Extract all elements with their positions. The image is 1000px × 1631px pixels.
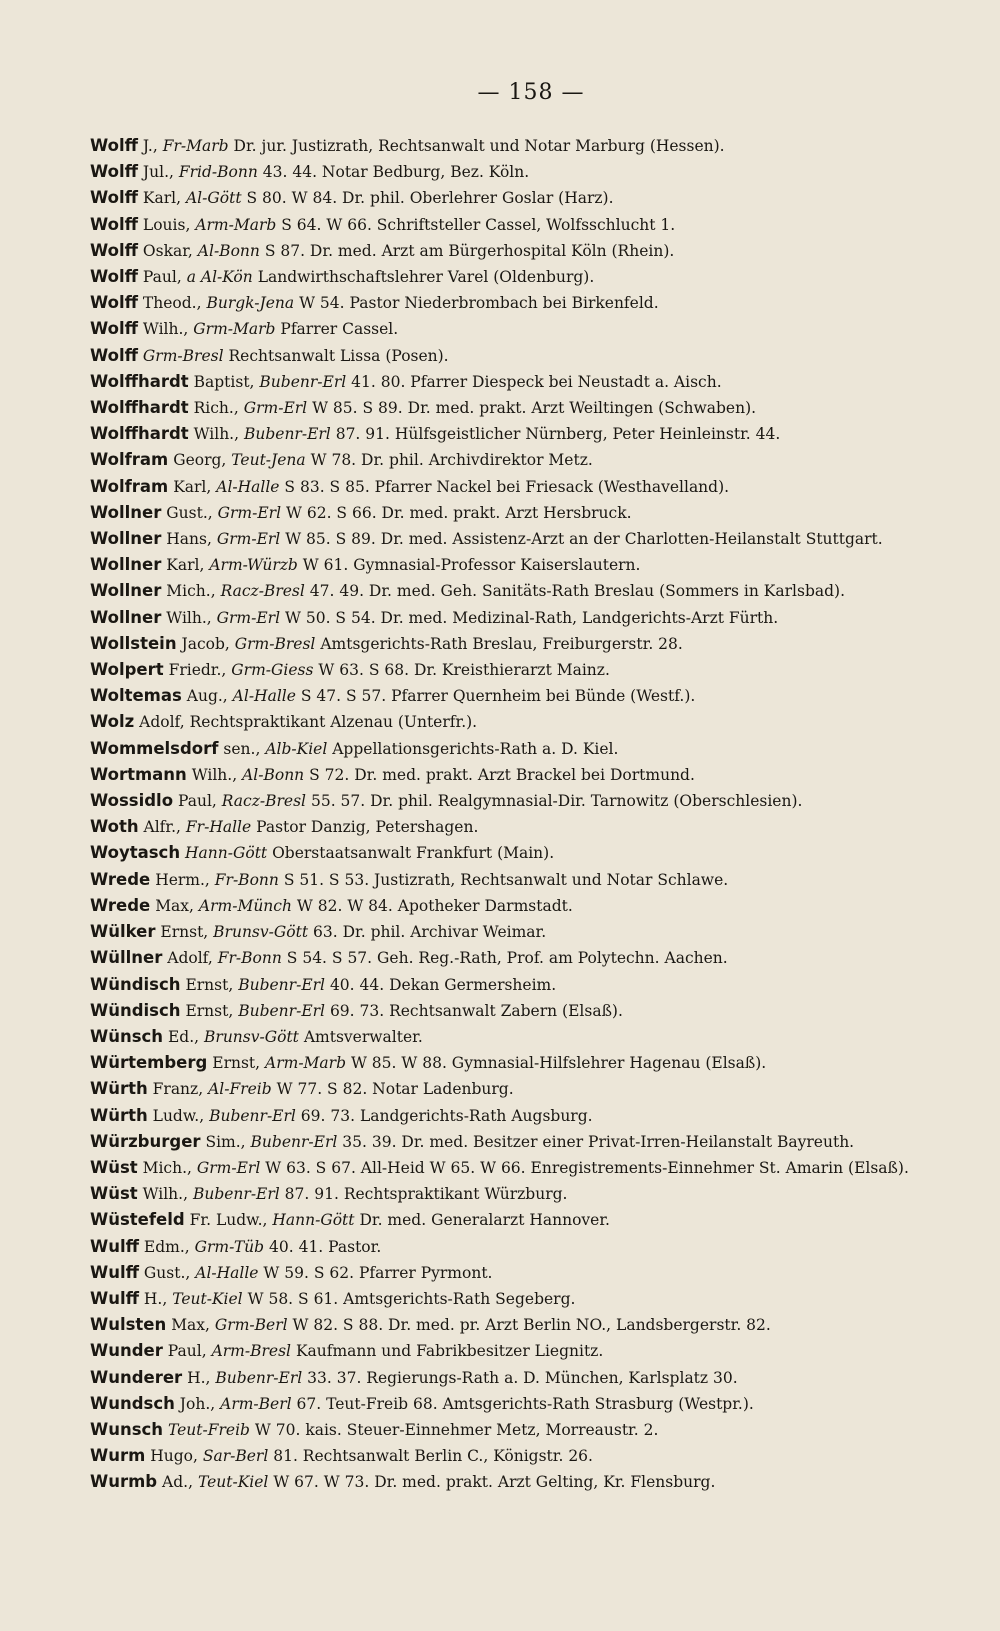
entry-details: W 63. S 67. All-Heid W 65. W 66. Enregistrements-Einnehmer St. Amarin (Elsaß). [265, 1158, 909, 1177]
directory-entry [90, 264, 952, 290]
directory-entry [90, 1260, 952, 1286]
entry-details: W 78. Dr. phil. Archivdirektor Metz. [310, 451, 593, 470]
page-number: — 158 — [477, 80, 585, 105]
directory-entry [90, 578, 952, 604]
entry-given-name: Alfr., [143, 818, 181, 837]
entry-surname: Wurmb [90, 1472, 158, 1492]
entry-given-name: Friedr., [168, 661, 227, 680]
entry-given-name: Franz, [152, 1080, 204, 1099]
entry-surname: Wolff [90, 267, 138, 287]
entry-details: S 64. W 66. Schriftsteller Cassel, Wolfsschlucht 1. [281, 215, 676, 234]
entry-surname: Wolffhardt [90, 424, 189, 444]
entry-surname: Wolff [90, 162, 138, 182]
entry-association: Teut-Freib [167, 1420, 250, 1439]
entry-association: Grm-Erl [196, 1158, 261, 1177]
directory-entry [90, 972, 952, 998]
directory-entry [90, 395, 952, 421]
entry-surname: Wunderer [90, 1367, 183, 1387]
entry-details: 47. 49. Dr. med. Geh. Sanitäts-Rath Breslau (Sommers in Karlsbad). [309, 582, 845, 601]
entry-association: Al-Gött [185, 189, 242, 208]
entry-association: Alb-Kiel [265, 739, 328, 758]
entry-given-name: Max, [171, 1316, 210, 1335]
entry-details: S 47. S 57. Pfarrer Quernheim bei Bünde (Westf.). [300, 687, 696, 706]
entry-given-name: Louis, [142, 215, 191, 234]
entry-association: Hann-Gött [185, 844, 268, 863]
directory-entry [90, 1338, 952, 1364]
entry-surname: Wolff [90, 345, 138, 365]
entry-details: 63. Dr. phil. Archivar Weimar. [313, 923, 547, 942]
entry-surname: Woth [90, 817, 139, 837]
entry-details: W 50. S 54. Dr. med. Medizinal-Rath, Landgerichts-Arzt Fürth. [285, 608, 779, 627]
entry-association: Fr-Bonn [214, 870, 279, 889]
entry-given-name: Ernst, [185, 1001, 234, 1020]
entry-association: Bubenr-Erl [238, 1001, 325, 1020]
entry-surname: Wunder [90, 1341, 163, 1361]
entry-details: Kaufmann und Fabrikbesitzer Liegnitz. [295, 1342, 604, 1361]
entry-details: 35. 39. Dr. med. Besitzer einer Privat-Irren-Heilanstalt Bayreuth. [342, 1132, 855, 1151]
entry-details: 40. 41. Pastor. [269, 1237, 382, 1256]
entry-given-name: Wilh., [191, 765, 238, 784]
entry-surname: Wollner [90, 555, 162, 575]
entry-given-name: Max, [155, 896, 194, 915]
entry-given-name: Paul, [167, 1342, 207, 1361]
entry-association: Arm-Marb [195, 215, 277, 234]
entry-given-name: H., [143, 1289, 168, 1308]
directory-entry [90, 552, 952, 578]
entry-details: 43. 44. Notar Bedburg, Bez. Köln. [262, 163, 530, 182]
directory-entry [90, 159, 952, 185]
entry-given-name: Sim., [205, 1132, 246, 1151]
entry-details: Rechtsanwalt Lissa (Posen). [228, 346, 449, 365]
entry-details: 87. 91. Hülfsgeistlicher Nürnberg, Peter Heinleinstr. 44. [335, 425, 781, 444]
directory-entry [90, 500, 952, 526]
entry-details: 69. 73. Rechtsanwalt Zabern (Elsaß). [329, 1001, 623, 1020]
entry-association: Al-Freib [208, 1080, 272, 1099]
entry-association: Al-Halle [216, 477, 280, 496]
entry-given-name: Jacob, [181, 634, 230, 653]
entry-details: 67. Teut-Freib 68. Amtsgerichts-Rath Strasburg (Westpr.). [296, 1394, 754, 1413]
directory-entry [90, 657, 952, 683]
entry-details: Pfarrer Cassel. [280, 320, 399, 339]
entry-association: Brunsv-Gött [213, 923, 309, 942]
entry-details: Appellationsgerichts-Rath a. D. Kiel. [332, 739, 619, 758]
directory-entry [90, 1391, 952, 1417]
entry-association: Sar-Berl [202, 1447, 269, 1466]
entry-association: Grm-Erl [216, 608, 281, 627]
entry-given-name: Rich., [193, 399, 239, 418]
entry-association: Bubenr-Erl [215, 1368, 303, 1387]
entry-details: 33. 37. Regierungs-Rath a. D. München, Karlsplatz 30. [307, 1368, 738, 1387]
entry-surname: Wulff [90, 1262, 139, 1282]
entry-given-name: Hans, [166, 530, 212, 549]
entry-association: Racz-Bresl [220, 582, 305, 601]
entry-surname: Wündisch [90, 974, 181, 994]
entry-given-name: Ernst, [160, 923, 209, 942]
entry-association: Grm-Erl [216, 530, 281, 549]
entry-association: Arm-Bresl [211, 1342, 291, 1361]
entry-surname: Wolfram [90, 450, 169, 470]
entry-given-name: Paul, [142, 268, 182, 287]
entry-surname: Wossidlo [90, 791, 174, 811]
directory-entry [90, 1050, 952, 1076]
entry-given-name: Jul., [142, 163, 174, 182]
entry-given-name: Paul, [178, 792, 217, 811]
entry-given-name: Joh., [179, 1394, 216, 1413]
directory-entry [90, 238, 952, 264]
entry-surname: Wollner [90, 529, 162, 549]
directory-entry [90, 133, 952, 159]
entry-given-name: Wilh., [166, 608, 212, 627]
entry-surname: Würth [90, 1105, 148, 1125]
entry-surname: Wüstefeld [90, 1210, 185, 1230]
entry-given-name: Karl, [142, 189, 182, 208]
entry-details: W 54. Pastor Niederbrombach bei Birkenfeld. [299, 294, 659, 313]
directory-entry [90, 814, 952, 840]
entry-surname: Wolff [90, 319, 138, 339]
entry-details: Dr. jur. Justizrath, Rechtsanwalt und Notar Marburg (Hessen). [233, 137, 725, 155]
entry-surname: Wortmann [90, 764, 187, 784]
entry-details: W 59. S 62. Pfarrer Pyrmont. [263, 1263, 493, 1282]
entry-association: Teut-Kiel [197, 1473, 269, 1492]
entry-given-name: Gust., [166, 503, 213, 522]
entry-surname: Wundsch [90, 1393, 175, 1413]
entry-details: W 85. W 88. Gymnasial-Hilfslehrer Hagenau (Elsaß). [350, 1054, 767, 1073]
entry-surname: Wrede [90, 869, 151, 889]
entry-given-name: Karl, [166, 556, 205, 575]
entry-association: Grm-Erl [217, 503, 282, 522]
entry-surname: Wulff [90, 1288, 139, 1308]
entry-association: Grm-Tüb [194, 1237, 265, 1256]
entry-given-name: Mich., [142, 1158, 192, 1177]
directory-entry [90, 1417, 952, 1443]
entry-given-name: Mich., [166, 582, 216, 601]
directory-entry [90, 1234, 952, 1260]
entry-surname: Wolz [90, 712, 135, 732]
entry-surname: Wolffhardt [90, 398, 189, 418]
entry-details: W 82. W 84. Apotheker Darmstadt. [296, 896, 573, 915]
entry-given-name: Ed., [167, 1027, 200, 1046]
entry-association: Teut-Jena [231, 451, 306, 470]
entry-association: Grm-Bresl [142, 346, 224, 365]
directory-entry [90, 316, 952, 342]
directory-entry [90, 474, 952, 500]
entry-association: Fr-Marb [162, 137, 229, 155]
entry-surname: Wulff [90, 1236, 139, 1256]
entry-association: Bubenr-Erl [259, 372, 347, 391]
entry-details: Amtsverwalter. [303, 1027, 423, 1046]
entry-association: Hann-Gött [272, 1211, 355, 1230]
entry-association: Grm-Erl [243, 399, 308, 418]
entry-details: Dr. med. Generalarzt Hannover. [359, 1211, 610, 1230]
entry-given-name: Ludw., [152, 1106, 205, 1125]
directory-entry [90, 683, 952, 709]
entry-details: Rechtspraktikant Alzenau (Unterfr.). [189, 713, 478, 732]
entry-association: Bubenr-Erl [192, 1185, 280, 1204]
entry-details: 81. Rechtsanwalt Berlin C., Königstr. 26. [273, 1447, 593, 1466]
entry-surname: Wüllner [90, 948, 163, 968]
entry-details: W 85. S 89. Dr. med. prakt. Arzt Weiltingen (Schwaben). [312, 399, 757, 418]
entry-surname: Wolff [90, 293, 138, 313]
entry-details: W 85. S 89. Dr. med. Assistenz-Arzt an der Charlotten-Heilanstalt Stuttgart. [285, 530, 883, 549]
directory-entry [90, 1181, 952, 1207]
entry-association: Frid-Bonn [178, 163, 258, 182]
entry-surname: Würtemberg [90, 1053, 208, 1073]
directory-entry [90, 736, 952, 762]
entry-given-name: Herm., [155, 870, 210, 889]
directory-entry [90, 945, 952, 971]
entry-surname: Wollstein [90, 633, 177, 653]
entry-given-name: Aug., [186, 687, 228, 706]
entry-surname: Woltemas [90, 686, 182, 706]
entry-details: S 80. W 84. Dr. phil. Oberlehrer Goslar (Harz). [246, 189, 614, 208]
entry-details: W 58. S 61. Amtsgerichts-Rath Segeberg. [247, 1289, 576, 1308]
entry-details: S 83. S 85. Pfarrer Nackel bei Friesack (Westhavelland). [284, 477, 730, 496]
directory-entry [90, 1103, 952, 1129]
entry-association: Fr-Halle [185, 818, 252, 837]
entry-surname: Wollner [90, 581, 162, 601]
entry-given-name: Ernst, [185, 975, 234, 994]
entry-given-name: H., [187, 1368, 211, 1387]
entry-surname: Wolff [90, 136, 138, 155]
entry-details: Pastor Danzig, Petershagen. [256, 818, 479, 837]
entry-association: Al-Halle [195, 1263, 259, 1282]
directory-entry [90, 631, 952, 657]
directory-entry [90, 1469, 952, 1495]
entry-surname: Wolfram [90, 476, 169, 496]
entry-surname: Wolff [90, 214, 138, 234]
directory-entry [90, 867, 952, 893]
entry-association: Arm-Münch [198, 896, 292, 915]
entry-given-name: Fr. Ludw., [189, 1211, 268, 1230]
directory-entry [90, 1024, 952, 1050]
entry-given-name: Adolf, [139, 713, 185, 732]
directory-entry [90, 1365, 952, 1391]
entry-surname: Wünsch [90, 1026, 164, 1046]
entry-surname: Würzburger [90, 1131, 201, 1151]
entry-given-name: Hugo, [150, 1447, 198, 1466]
entry-details: S 72. Dr. med. prakt. Arzt Brackel bei Dortmund. [309, 765, 695, 784]
entry-surname: Wollner [90, 607, 162, 627]
directory-entry [90, 369, 952, 395]
entry-association: Grm-Berl [214, 1316, 288, 1335]
entry-given-name: Ernst, [212, 1054, 261, 1073]
directory-entry [90, 762, 952, 788]
entry-surname: Wolff [90, 188, 138, 208]
directory-entry [90, 421, 952, 447]
entry-details: S 54. S 57. Geh. Reg.-Rath, Prof. am Polytechn. Aachen. [286, 949, 728, 968]
entry-surname: Wunsch [90, 1419, 164, 1439]
entry-surname: Wolffhardt [90, 371, 189, 391]
entry-association: Grm-Giess [231, 661, 314, 680]
entry-association: Bubenr-Erl [250, 1132, 338, 1151]
entry-details: W 63. S 68. Dr. Kreisthierarzt Mainz. [318, 661, 610, 680]
entry-details: 69. 73. Landgerichts-Rath Augsburg. [300, 1106, 593, 1125]
entry-surname: Würth [90, 1079, 148, 1099]
directory-entry [90, 1129, 952, 1155]
directory-entry [90, 1312, 952, 1338]
entry-given-name: Wilh., [193, 425, 240, 444]
entry-surname: Wollner [90, 502, 162, 522]
entry-association: Arm-Berl [220, 1394, 292, 1413]
directory-entry [90, 1443, 952, 1469]
entry-surname: Wulsten [90, 1315, 167, 1335]
entry-association: a Al-Kön [186, 268, 253, 287]
entry-details: W 82. S 88. Dr. med. pr. Arzt Berlin NO., Landsbergerstr. 82. [292, 1316, 771, 1335]
directory-entry [90, 526, 952, 552]
directory-entry [90, 605, 952, 631]
entry-association: Burgk-Jena [206, 294, 295, 313]
directory-entry [90, 343, 952, 369]
directory-entry [90, 1155, 952, 1181]
entry-given-name: Karl, [173, 477, 212, 496]
entry-list [90, 133, 952, 1496]
entry-surname: Wolpert [90, 660, 164, 680]
entry-given-name: Gust., [143, 1263, 191, 1282]
entry-surname: Wommelsdorf [90, 738, 219, 758]
entry-details: W 61. Gymnasial-Professor Kaiserslautern. [302, 556, 641, 575]
entry-association: Bubenr-Erl [238, 975, 325, 994]
entry-given-name: sen., [223, 739, 261, 758]
entry-association: Al-Bonn [242, 765, 305, 784]
entry-given-name: Georg, [173, 451, 227, 470]
entry-details: Landwirthschaftslehrer Varel (Oldenburg). [257, 268, 595, 287]
entry-details: 41. 80. Pfarrer Diespeck bei Neustadt a. Aisch. [351, 372, 722, 391]
directory-entry [90, 919, 952, 945]
entry-association: Arm-Würzb [209, 556, 298, 575]
entry-surname: Wurm [90, 1446, 146, 1466]
entry-details: W 62. S 66. Dr. med. prakt. Arzt Hersbruck. [285, 503, 632, 522]
entry-given-name: Baptist, [193, 372, 255, 391]
entry-details: 87. 91. Rechtspraktikant Würzburg. [284, 1185, 568, 1204]
directory-entry [90, 1207, 952, 1233]
directory-entry [90, 709, 952, 735]
directory-entry [90, 840, 952, 866]
entry-surname: Wüst [90, 1157, 138, 1177]
entry-given-name: Edm., [143, 1237, 190, 1256]
entry-surname: Wrede [90, 895, 151, 915]
entry-association: Bubenr-Erl [243, 425, 331, 444]
entry-details: S 87. Dr. med. Arzt am Bürgerhospital Köln (Rhein). [264, 241, 675, 260]
entry-association: Racz-Bresl [221, 792, 307, 811]
entry-association: Grm-Marb [193, 320, 276, 339]
entry-given-name: J., [142, 137, 158, 155]
entry-association: Bubenr-Erl [209, 1106, 296, 1125]
entry-surname: Wolff [90, 240, 138, 260]
entry-association: Al-Bonn [197, 241, 260, 260]
entry-details: W 67. W 73. Dr. med. prakt. Arzt Gelting, Kr. Flensburg. [273, 1473, 716, 1492]
entry-association: Teut-Kiel [172, 1289, 243, 1308]
entry-details: S 51. S 53. Justizrath, Rechtsanwalt und Notar Schlawe. [283, 870, 729, 889]
entry-association: Arm-Marb [265, 1054, 346, 1073]
entry-details: 55. 57. Dr. phil. Realgymnasial-Dir. Tarnowitz (Oberschlesien). [310, 792, 803, 811]
entry-given-name: Wilh., [142, 1185, 189, 1204]
entry-association: Grm-Bresl [234, 634, 316, 653]
directory-entry [90, 1076, 952, 1102]
entry-association: Brunsv-Gött [204, 1027, 299, 1046]
directory-entry [90, 788, 952, 814]
entry-surname: Wüst [90, 1184, 138, 1204]
directory-entry [90, 998, 952, 1024]
entry-surname: Wülker [90, 922, 156, 942]
entry-details: W 77. S 82. Notar Ladenburg. [276, 1080, 514, 1099]
entry-details: 40. 44. Dekan Germersheim. [329, 975, 557, 994]
directory-entry [90, 185, 952, 211]
entry-details: Amtsgerichts-Rath Breslau, Freiburgerstr. 28. [320, 634, 683, 653]
entry-given-name: Theod., [142, 294, 202, 313]
directory-entry [90, 290, 952, 316]
entry-surname: Wündisch [90, 1000, 181, 1020]
entry-details: Oberstaatsanwalt Frankfurt (Main). [272, 844, 555, 863]
directory-entry [90, 893, 952, 919]
entry-association: Fr-Bonn [217, 949, 282, 968]
directory-entry [90, 447, 952, 473]
entry-given-name: Ad., [162, 1473, 194, 1492]
entry-association: Al-Halle [232, 687, 296, 706]
entry-given-name: Wilh., [142, 320, 189, 339]
entry-details: W 70. kais. Steuer-Einnehmer Metz, Morreaustr. 2. [254, 1420, 659, 1439]
entry-surname: Woytasch [90, 843, 181, 863]
directory-entry [90, 212, 952, 238]
directory-entry [90, 1286, 952, 1312]
entry-given-name: Adolf, [167, 949, 213, 968]
entry-given-name: Oskar, [142, 241, 193, 260]
